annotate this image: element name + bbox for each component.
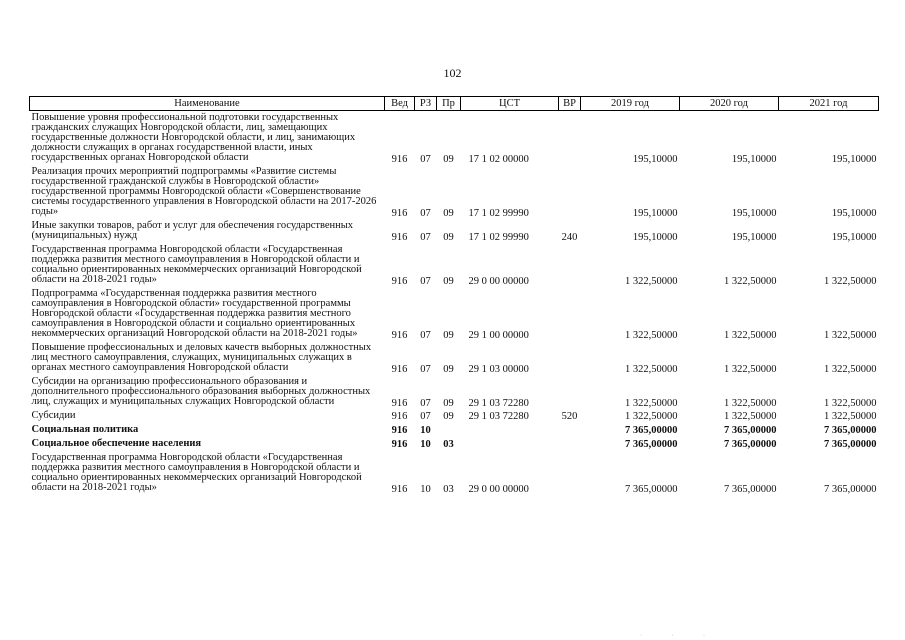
cell-rz: 07: [420, 208, 431, 219]
cell-y2019: 195,10000: [632, 208, 678, 219]
cell-cst: 29 1 03 72280: [468, 398, 529, 409]
cell-y2019: 195,10000: [632, 232, 678, 243]
cell-name: Субсидии: [31, 410, 76, 421]
cell-vr: [559, 451, 581, 495]
table-row: [30, 111, 879, 166]
cell-ved: 916: [391, 425, 408, 436]
cell-name: Повышение профессиональных и деловых качеств выборных должностных лиц местного самоуправления, служащих, муниципальных служащих в органах местного самоуправления Новгородской области: [31, 342, 372, 373]
cell-y2021: 7 365,00000: [824, 425, 877, 436]
cell-vr: [559, 341, 581, 375]
cell-y2021: 1 322,50000: [824, 276, 877, 287]
cell-vr: [559, 437, 581, 451]
cell-y2021: 195,10000: [831, 208, 877, 219]
cell-y2021: 1 322,50000: [824, 398, 877, 409]
cell-y2021: 7 365,00000: [824, 439, 877, 450]
cell-ved: 916: [391, 154, 408, 165]
cell-y2020: 1 322,50000: [724, 411, 777, 422]
header-cst: ЦСТ: [461, 97, 559, 111]
cell-cst: 29 0 00 00000: [468, 484, 529, 495]
cell-vr: [559, 243, 581, 287]
cell-y2021: 1 322,50000: [824, 411, 877, 422]
cell-rz: 10: [420, 439, 431, 450]
cell-cst: 17 1 02 00000: [468, 154, 529, 165]
cell-ved: 916: [391, 439, 408, 450]
cell-y2020: 7 365,00000: [724, 484, 777, 495]
cell-ved: 916: [391, 330, 408, 341]
table-row: [30, 219, 879, 243]
cell-y2020: 1 322,50000: [724, 276, 777, 287]
cell-pr: 09: [443, 398, 454, 409]
cell-rz: 07: [420, 398, 431, 409]
table-row: [30, 437, 879, 451]
table-row: [30, 423, 879, 437]
cell-ved: 916: [391, 484, 408, 495]
cell-ved: 916: [391, 411, 408, 422]
cell-name: Социальная политика: [31, 424, 139, 435]
cell-cst: 29 1 03 72280: [468, 411, 529, 422]
cell-y2019: 1 322,50000: [625, 364, 678, 375]
cell-rz: 07: [420, 411, 431, 422]
cell-ved: 916: [391, 208, 408, 219]
cell-vr: 520: [561, 411, 578, 422]
header-name: Наименование: [30, 97, 385, 111]
table-row: [30, 451, 879, 495]
scan-artifact: · · ·: [640, 633, 719, 639]
table-row: [30, 341, 879, 375]
cell-name: Государственная программа Новгородской области «Государственная поддержка развития местного самоуправления в Новгородской области и социально ориентированных некоммерческих организаций Новгородской области на 2018-2021 годы»: [31, 244, 362, 285]
table-row: [30, 287, 879, 341]
cell-cst: [461, 423, 559, 437]
cell-y2019: 1 322,50000: [625, 398, 678, 409]
table-row: [30, 409, 879, 423]
cell-name: Субсидии на организацию профессионального образования и дополнительного профессионального образования выборных должностных лиц, служащих и муниципальных служащих Новгородской области: [31, 376, 371, 407]
cell-ved: 916: [391, 364, 408, 375]
cell-vr: 240: [561, 232, 578, 243]
table-row: [30, 165, 879, 219]
header-pr: Пр: [437, 97, 461, 111]
cell-vr: [559, 287, 581, 341]
cell-pr: 09: [443, 232, 454, 243]
cell-pr: 09: [443, 330, 454, 341]
cell-y2019: 1 322,50000: [625, 411, 678, 422]
cell-ved: 916: [391, 398, 408, 409]
cell-pr: [437, 423, 461, 437]
cell-vr: [559, 423, 581, 437]
table-row: [30, 375, 879, 409]
cell-pr: 09: [443, 154, 454, 165]
cell-rz: 10: [420, 484, 431, 495]
cell-y2019: 195,10000: [632, 154, 678, 165]
cell-y2019: 7 365,00000: [625, 439, 678, 450]
cell-y2019: 1 322,50000: [625, 276, 678, 287]
table-row: [30, 243, 879, 287]
cell-y2021: 1 322,50000: [824, 330, 877, 341]
cell-name: Подпрограмма «Государственная поддержка развития местного самоуправления в Новгородской области» государственной программы Новгородской области «Государственная поддержка развития местного самоуправления в Новгородской области и социально ориентированных некоммерческих организаций Новгородской области на 2018-2021 годы»: [31, 288, 358, 339]
table-body: [30, 111, 879, 496]
cell-vr: [559, 111, 581, 166]
cell-cst: 17 1 02 99990: [468, 208, 529, 219]
cell-y2021: 195,10000: [831, 154, 877, 165]
cell-pr: 09: [443, 364, 454, 375]
cell-rz: 07: [420, 232, 431, 243]
cell-y2020: 1 322,50000: [724, 330, 777, 341]
cell-y2020: 7 365,00000: [724, 425, 777, 436]
cell-cst: 29 1 00 00000: [468, 330, 529, 341]
cell-rz: 07: [420, 364, 431, 375]
cell-y2020: 195,10000: [731, 232, 777, 243]
cell-y2020: 195,10000: [731, 208, 777, 219]
cell-cst: 17 1 02 99990: [468, 232, 529, 243]
cell-pr: 09: [443, 411, 454, 422]
header-vr: ВР: [559, 97, 581, 111]
cell-cst: [461, 437, 559, 451]
cell-pr: 09: [443, 276, 454, 287]
cell-name: Иные закупки товаров, работ и услуг для обеспечения государственных (муниципальных) нужд: [31, 220, 354, 241]
cell-y2021: 7 365,00000: [824, 484, 877, 495]
budget-table: [29, 96, 879, 495]
cell-y2021: 195,10000: [831, 232, 877, 243]
cell-y2020: 7 365,00000: [724, 439, 777, 450]
cell-rz: 10: [420, 425, 431, 436]
header-rz: РЗ: [415, 97, 437, 111]
cell-y2019: 7 365,00000: [625, 425, 678, 436]
header-ved: Вед: [385, 97, 415, 111]
cell-pr: 09: [443, 208, 454, 219]
cell-rz: 07: [420, 154, 431, 165]
cell-cst: 29 1 03 00000: [468, 364, 529, 375]
cell-vr: [559, 165, 581, 219]
cell-y2019: 7 365,00000: [625, 484, 678, 495]
cell-name: Повышение уровня профессиональной подготовки государственных гражданских служащих Новгородской области, лиц, замещающих государственные должности Новгородской области, и лиц, занимающих должности служащих в органах государственной власти, иных государственных органах Новгородской области: [31, 112, 356, 163]
cell-ved: 916: [391, 276, 408, 287]
page-number: 102: [443, 66, 462, 80]
cell-y2020: 1 322,50000: [724, 364, 777, 375]
cell-y2019: 1 322,50000: [625, 330, 678, 341]
cell-pr: 03: [443, 439, 454, 450]
cell-name: Социальное обеспечение населения: [31, 438, 202, 449]
cell-rz: 07: [420, 276, 431, 287]
cell-name: Государственная программа Новгородской области «Государственная поддержка развития местного самоуправления в Новгородской области и социально ориентированных некоммерческих организаций Новгородской области на 2018-2021 годы»: [31, 452, 362, 493]
cell-y2020: 1 322,50000: [724, 398, 777, 409]
cell-cst: 29 0 00 00000: [468, 276, 529, 287]
cell-y2021: 1 322,50000: [824, 364, 877, 375]
cell-rz: 07: [420, 330, 431, 341]
table-header-row: [30, 97, 879, 111]
header-2020: 2020 год: [680, 97, 779, 111]
cell-name: Реализация прочих мероприятий подпрограммы «Развитие системы государственной гражданской службы в Новгородской области» государственной программы Новгородской области «Совершенствование системы государственного управления в Новгородской области на 2017-2026 годы»: [31, 166, 377, 217]
cell-y2020: 195,10000: [731, 154, 777, 165]
cell-vr: [559, 375, 581, 409]
header-2021: 2021 год: [779, 97, 879, 111]
cell-ved: 916: [391, 232, 408, 243]
cell-pr: 03: [443, 484, 454, 495]
header-2019: 2019 год: [581, 97, 680, 111]
